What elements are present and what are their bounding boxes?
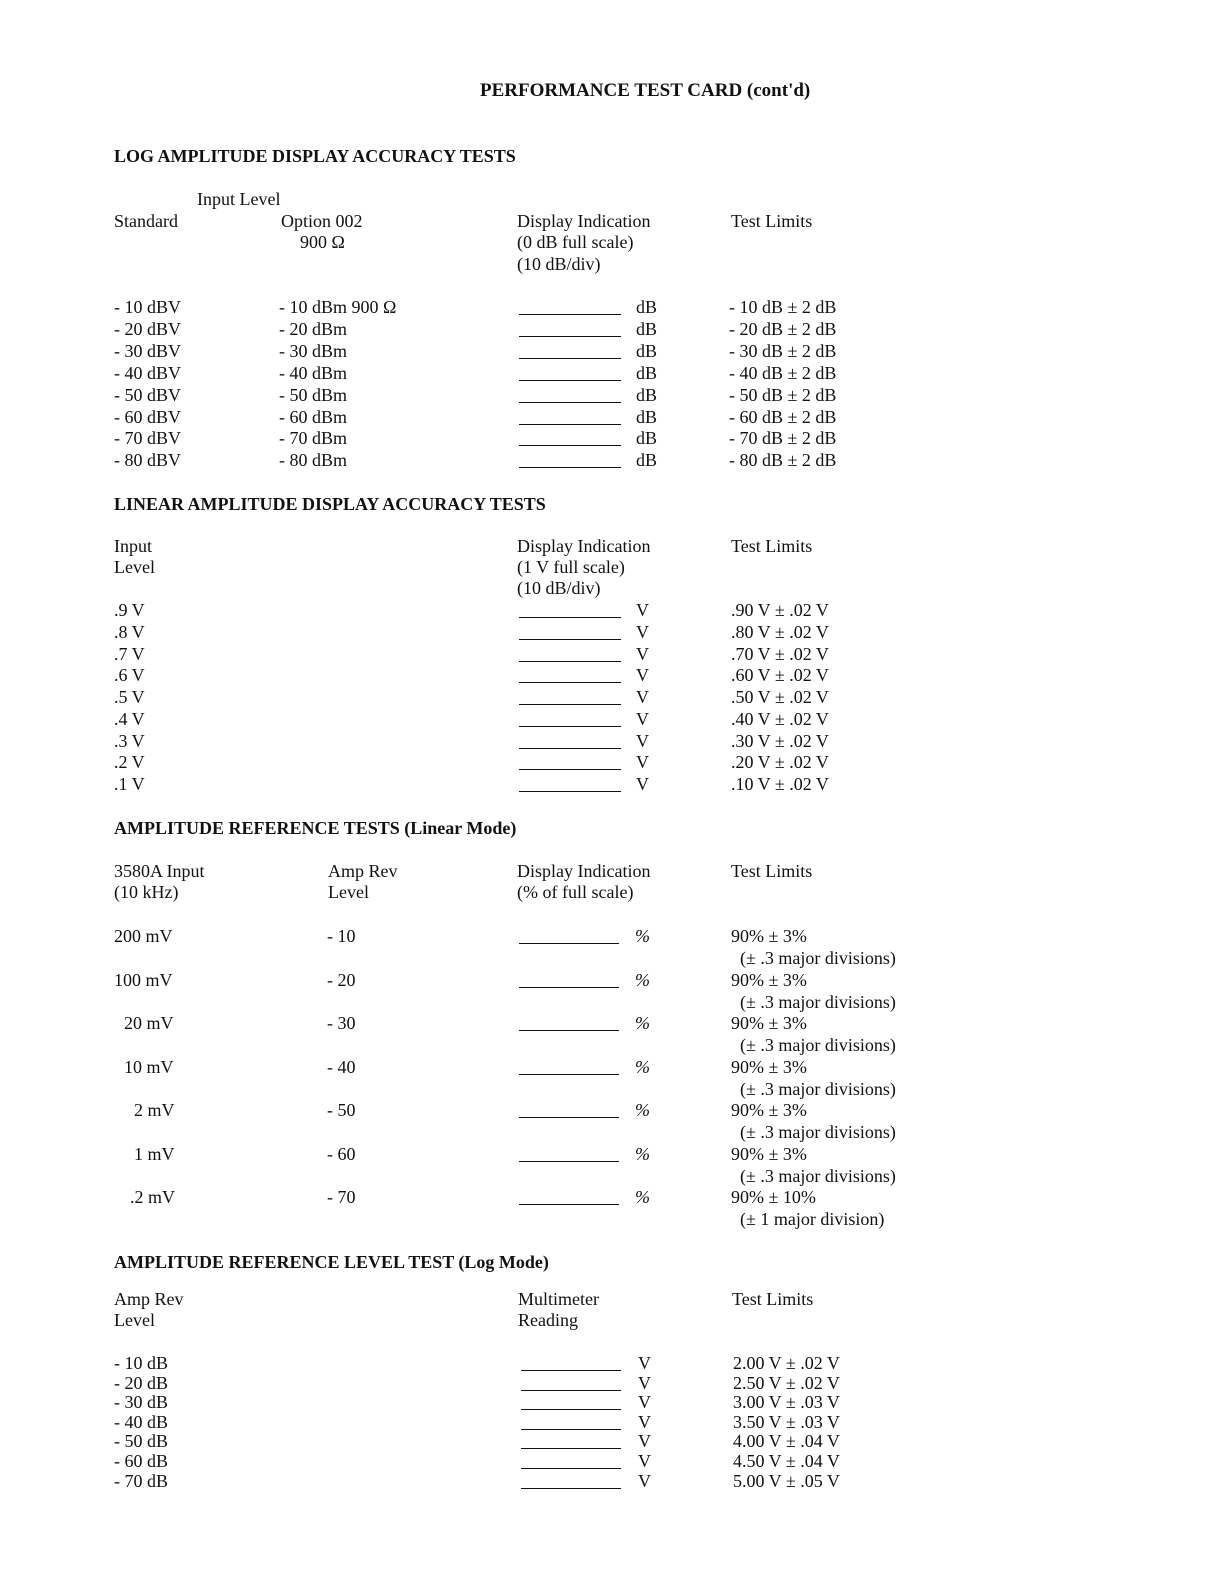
amp-ref-test-limit: 90% ± 3% <box>731 1100 807 1120</box>
ref-level-unit: V <box>638 1411 651 1432</box>
amp-ref-level: - 30 <box>327 1013 356 1033</box>
log-display-blank[interactable] <box>519 402 621 403</box>
linear-col-display: Display Indication <box>517 536 651 556</box>
linear-unit: V <box>636 774 649 794</box>
amp-ref-display-blank[interactable] <box>519 1117 619 1118</box>
amp-ref-limit-note: (± .3 major divisions) <box>740 1122 896 1142</box>
log-display-blank[interactable] <box>519 467 621 468</box>
amp-ref-level: - 40 <box>327 1056 356 1077</box>
log-col-display-div: (10 dB/div) <box>517 254 601 274</box>
log-option-level: - 70 dBm <box>279 428 348 449</box>
ref-level-col-amp: Amp Rev <box>114 1289 184 1309</box>
linear-section-heading: LINEAR AMPLITUDE DISPLAY ACCURACY TESTS <box>114 494 546 514</box>
log-test-limit: - 30 dB ± 2 dB <box>729 340 837 361</box>
log-col-display-scale: (0 dB full scale) <box>517 232 634 252</box>
amp-ref-section-heading: AMPLITUDE REFERENCE TESTS (Linear Mode) <box>114 818 517 838</box>
amp-ref-limit-note: (± .3 major divisions) <box>740 948 896 968</box>
amp-ref-unit: % <box>635 1056 650 1077</box>
log-option-level: - 80 dBm <box>279 450 348 471</box>
amp-ref-input: 200 mV <box>114 926 173 946</box>
amp-ref-input: 10 mV <box>124 1056 174 1077</box>
log-test-limit: - 40 dB ± 2 dB <box>729 362 837 383</box>
linear-display-blank[interactable] <box>519 617 621 618</box>
ref-level-reading-blank[interactable] <box>521 1429 621 1430</box>
amp-ref-display-blank[interactable] <box>519 1030 619 1031</box>
linear-input-level: .4 V <box>114 708 145 729</box>
log-unit: dB <box>636 406 658 427</box>
log-standard-level: - 80 dBV <box>114 450 181 471</box>
ref-level-unit: V <box>638 1451 651 1471</box>
ref-level-test-limit: 3.00 V ± .03 V <box>733 1392 840 1413</box>
amp-ref-col-display: Display Indication <box>517 861 651 881</box>
amp-ref-display-blank[interactable] <box>519 943 619 944</box>
ref-level-amp: - 50 dB <box>114 1431 168 1452</box>
log-test-limit: - 60 dB ± 2 dB <box>729 406 837 427</box>
log-standard-level: - 10 dBV <box>114 297 181 317</box>
amp-ref-level: - 70 <box>327 1187 356 1207</box>
linear-col-limits: Test Limits <box>731 536 813 556</box>
amp-ref-test-limit: 90% ± 3% <box>731 926 807 946</box>
linear-unit: V <box>636 752 649 773</box>
log-test-limit: - 20 dB ± 2 dB <box>729 318 837 339</box>
ref-level-unit: V <box>638 1372 651 1393</box>
log-unit: dB <box>636 450 658 471</box>
amp-ref-test-limit: 90% ± 3% <box>731 1013 807 1033</box>
amp-ref-display-blank[interactable] <box>519 1161 619 1162</box>
linear-test-limit: .90 V ± .02 V <box>731 600 829 620</box>
log-display-blank[interactable] <box>519 336 621 337</box>
log-header-group: Input Level <box>197 189 281 209</box>
ref-level-col-amp-level: Level <box>114 1310 155 1330</box>
log-section-heading: LOG AMPLITUDE DISPLAY ACCURACY TESTS <box>114 146 516 166</box>
ref-level-test-limit: 4.00 V ± .04 V <box>733 1431 840 1452</box>
linear-test-limit: .10 V ± .02 V <box>731 774 829 794</box>
amp-ref-limit-note: (± 1 major division) <box>740 1209 885 1229</box>
ref-level-test-limit: 4.50 V ± .04 V <box>733 1451 840 1471</box>
amp-ref-input: 20 mV <box>124 1013 174 1033</box>
log-test-limit: - 70 dB ± 2 dB <box>729 428 837 449</box>
log-option-level: - 40 dBm <box>279 362 348 383</box>
linear-input-level: .5 V <box>114 687 145 707</box>
amp-ref-unit: % <box>635 926 650 946</box>
amp-ref-col-amp: Amp Rev <box>328 861 398 881</box>
ref-level-amp: - 20 dB <box>114 1372 168 1393</box>
linear-input-level: .8 V <box>114 621 145 642</box>
amp-ref-test-limit: 90% ± 3% <box>731 1056 807 1077</box>
log-standard-level: - 40 dBV <box>114 362 181 383</box>
amp-ref-unit: % <box>635 1013 650 1033</box>
ref-level-amp: - 30 dB <box>114 1392 168 1413</box>
ref-level-col-reading-label: Reading <box>518 1310 578 1330</box>
amp-ref-input: 1 mV <box>134 1143 175 1164</box>
linear-display-blank[interactable] <box>519 769 621 770</box>
linear-display-blank[interactable] <box>519 726 621 727</box>
log-test-limit: - 10 dB ± 2 dB <box>729 297 837 317</box>
linear-test-limit: .30 V ± .02 V <box>731 730 829 751</box>
log-test-limit: - 80 dB ± 2 dB <box>729 450 837 471</box>
amp-ref-col-input-freq: (10 kHz) <box>114 882 179 902</box>
ref-level-amp: - 60 dB <box>114 1451 168 1471</box>
ref-level-reading-blank[interactable] <box>521 1370 621 1371</box>
log-col-display: Display Indication <box>517 211 651 231</box>
ref-level-reading-blank[interactable] <box>521 1468 621 1469</box>
log-col-option-impedance: 900 Ω <box>300 232 345 252</box>
amp-ref-col-amp-level: Level <box>328 882 369 902</box>
ref-level-col-limits: Test Limits <box>732 1289 814 1309</box>
amp-ref-unit: % <box>635 1100 650 1120</box>
ref-level-unit: V <box>638 1470 651 1491</box>
log-standard-level: - 50 dBV <box>114 384 181 405</box>
ref-level-test-limit: 3.50 V ± .03 V <box>733 1411 840 1432</box>
amp-ref-limit-note: (± .3 major divisions) <box>740 991 896 1012</box>
linear-unit: V <box>636 643 649 664</box>
ref-level-amp: - 70 dB <box>114 1470 168 1491</box>
linear-display-blank[interactable] <box>519 748 621 749</box>
log-option-level: - 60 dBm <box>279 406 348 427</box>
amp-ref-test-limit: 90% ± 3% <box>731 1143 807 1164</box>
linear-test-limit: .70 V ± .02 V <box>731 643 829 664</box>
linear-unit: V <box>636 600 649 620</box>
linear-test-limit: .50 V ± .02 V <box>731 687 829 707</box>
amp-ref-limit-note: (± .3 major divisions) <box>740 1035 896 1055</box>
page-title: PERFORMANCE TEST CARD (cont'd) <box>480 80 811 101</box>
log-standard-level: - 70 dBV <box>114 428 181 449</box>
ref-level-section-heading: AMPLITUDE REFERENCE LEVEL TEST (Log Mode) <box>114 1252 549 1272</box>
amp-ref-unit: % <box>635 969 650 990</box>
linear-col-input-level: Level <box>114 557 155 577</box>
amp-ref-test-limit: 90% ± 3% <box>731 969 807 990</box>
amp-ref-col-display-scale: (% of full scale) <box>517 882 634 902</box>
linear-unit: V <box>636 621 649 642</box>
log-unit: dB <box>636 297 658 317</box>
linear-unit: V <box>636 730 649 751</box>
log-option-level: - 30 dBm <box>279 340 348 361</box>
log-display-blank[interactable] <box>519 380 621 381</box>
amp-ref-level: - 50 <box>327 1100 356 1120</box>
linear-input-level: .6 V <box>114 665 145 686</box>
linear-test-limit: .20 V ± .02 V <box>731 752 829 773</box>
amp-ref-input: 100 mV <box>114 969 173 990</box>
ref-level-unit: V <box>638 1392 651 1413</box>
linear-input-level: .9 V <box>114 600 145 620</box>
linear-display-blank[interactable] <box>519 704 621 705</box>
linear-input-level: .2 V <box>114 752 145 773</box>
log-standard-level: - 60 dBV <box>114 406 181 427</box>
amp-ref-col-limits: Test Limits <box>731 861 813 881</box>
linear-col-display-div: (10 dB/div) <box>517 578 601 598</box>
ref-level-reading-blank[interactable] <box>521 1409 621 1410</box>
linear-col-input: Input <box>114 536 152 556</box>
amp-ref-display-blank[interactable] <box>519 987 619 988</box>
linear-test-limit: .80 V ± .02 V <box>731 621 829 642</box>
ref-level-col-reading: Multimeter <box>518 1289 599 1309</box>
log-display-blank[interactable] <box>519 314 621 315</box>
amp-ref-input: 2 mV <box>134 1100 175 1120</box>
log-option-level: - 20 dBm <box>279 318 348 339</box>
linear-input-level: .1 V <box>114 774 145 794</box>
linear-display-blank[interactable] <box>519 639 621 640</box>
log-unit: dB <box>636 362 658 383</box>
amp-ref-display-blank[interactable] <box>519 1204 619 1205</box>
ref-level-unit: V <box>638 1353 651 1373</box>
linear-test-limit: .60 V ± .02 V <box>731 665 829 686</box>
linear-input-level: .7 V <box>114 643 145 664</box>
amp-ref-limit-note: (± .3 major divisions) <box>740 1165 896 1186</box>
amp-ref-display-blank[interactable] <box>519 1074 619 1075</box>
log-unit: dB <box>636 318 658 339</box>
linear-unit: V <box>636 665 649 686</box>
ref-level-amp: - 40 dB <box>114 1411 168 1432</box>
linear-test-limit: .40 V ± .02 V <box>731 708 829 729</box>
log-option-level: - 10 dBm 900 Ω <box>279 297 397 317</box>
ref-level-reading-blank[interactable] <box>521 1390 621 1391</box>
linear-display-blank[interactable] <box>519 791 621 792</box>
linear-col-display-scale: (1 V full scale) <box>517 557 625 577</box>
linear-input-level: .3 V <box>114 730 145 751</box>
linear-display-blank[interactable] <box>519 661 621 662</box>
log-standard-level: - 20 dBV <box>114 318 181 339</box>
amp-ref-input: .2 mV <box>130 1187 175 1207</box>
log-col-standard: Standard <box>114 211 178 231</box>
amp-ref-unit: % <box>635 1143 650 1164</box>
ref-level-reading-blank[interactable] <box>521 1448 621 1449</box>
ref-level-test-limit: 2.50 V ± .02 V <box>733 1372 840 1393</box>
amp-ref-level: - 20 <box>327 969 356 990</box>
log-unit: dB <box>636 340 658 361</box>
log-unit: dB <box>636 384 658 405</box>
amp-ref-unit: % <box>635 1187 650 1207</box>
amp-ref-col-input: 3580A Input <box>114 861 205 881</box>
log-unit: dB <box>636 428 658 449</box>
ref-level-reading-blank[interactable] <box>521 1488 621 1489</box>
log-test-limit: - 50 dB ± 2 dB <box>729 384 837 405</box>
log-display-blank[interactable] <box>519 424 621 425</box>
log-display-blank[interactable] <box>519 358 621 359</box>
amp-ref-level: - 60 <box>327 1143 356 1164</box>
linear-unit: V <box>636 687 649 707</box>
amp-ref-limit-note: (± .3 major divisions) <box>740 1078 896 1099</box>
ref-level-unit: V <box>638 1431 651 1452</box>
log-option-level: - 50 dBm <box>279 384 348 405</box>
ref-level-test-limit: 2.00 V ± .02 V <box>733 1353 840 1373</box>
log-col-limits: Test Limits <box>731 211 813 231</box>
ref-level-test-limit: 5.00 V ± .05 V <box>733 1470 840 1491</box>
amp-ref-test-limit: 90% ± 10% <box>731 1187 816 1207</box>
log-standard-level: - 30 dBV <box>114 340 181 361</box>
log-col-option: Option 002 <box>281 211 363 231</box>
amp-ref-level: - 10 <box>327 926 356 946</box>
ref-level-amp: - 10 dB <box>114 1353 168 1373</box>
log-display-blank[interactable] <box>519 445 621 446</box>
linear-unit: V <box>636 708 649 729</box>
linear-display-blank[interactable] <box>519 682 621 683</box>
